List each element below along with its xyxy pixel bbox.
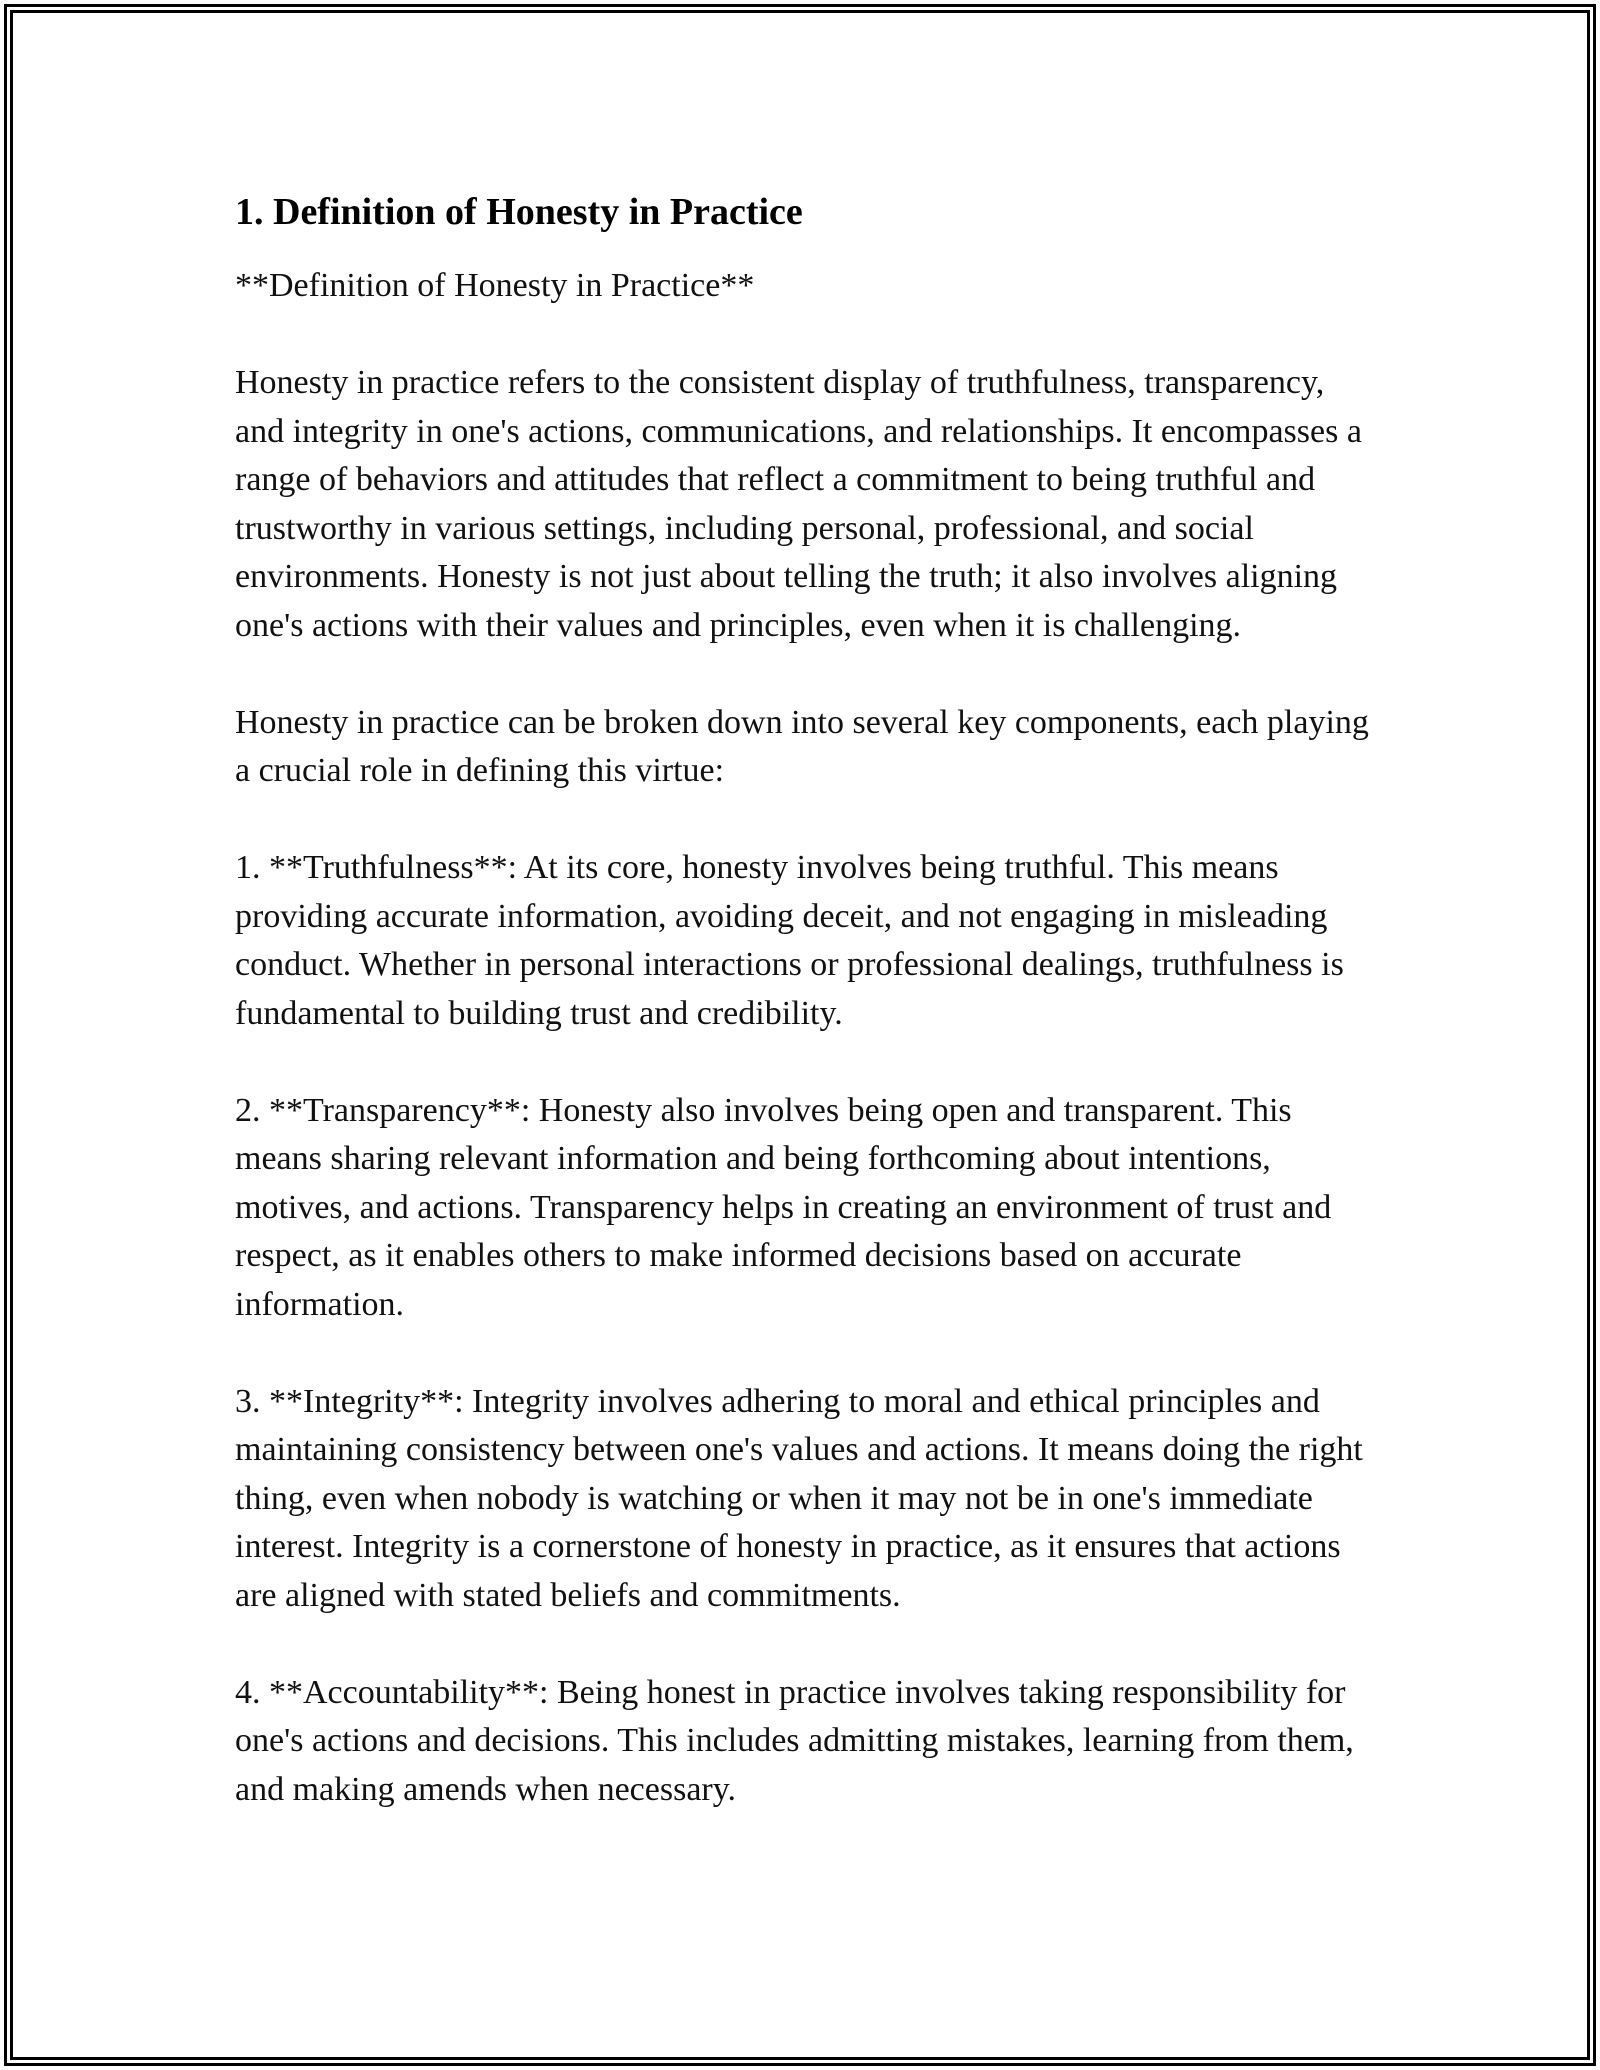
document-body [235, 188, 1375, 1814]
accountability-paragraph: 4. **Accountability**: Being honest in practice involves taking responsibility for one's actions and decisions. This includes admitting mistakes, learning from them, and making amends when necessary. [235, 1673, 1354, 1808]
transparency-paragraph: 2. **Transparency**: Honesty also involves being open and transparent. This means sharing relevant information and being forthcoming about intentions, motives, and actions. Transparency helps in creating an environment of trust and respect, as it enables others to make informed decisions based on accurate information. [235, 1091, 1332, 1323]
integrity-paragraph: 3. **Integrity**: Integrity involves adhering to moral and ethical principles and maintaining consistency between one's values and actions. It means doing the right thing, even when nobody is watching or when it may not be in one's immediate interest. Integrity is a cornerstone of honesty in practice, as it ensures that actions are aligned with stated beliefs and commitments. [235, 1382, 1363, 1614]
components-intro-paragraph: Honesty in practice can be broken down into several key components, each playing a crucial role in defining this virtue: [235, 703, 1369, 789]
intro-paragraph: Honesty in practice refers to the consistent display of truthfulness, transparency, and integrity in one's actions, communications, and relationships. It encompasses a range of behaviors and attitudes that reflect a commitment to being truthful and trustworthy in various settings, including personal, professional, and social environments. Honesty is not just about telling the truth; it also involves aligning one's actions with their values and principles, even when it is challenging. [235, 364, 1362, 644]
truthfulness-paragraph: 1. **Truthfulness**: At its core, honesty involves being truthful. This means providing accurate information, avoiding deceit, and not engaging in misleading conduct. Whether in personal interactions or professional dealings, truthfulness is fundamental to building trust and credibility. [235, 849, 1344, 1032]
subheading-paragraph: **Definition of Honesty in Practice** [235, 267, 755, 304]
section-heading: 1. Definition of Honesty in Practice [235, 191, 803, 233]
